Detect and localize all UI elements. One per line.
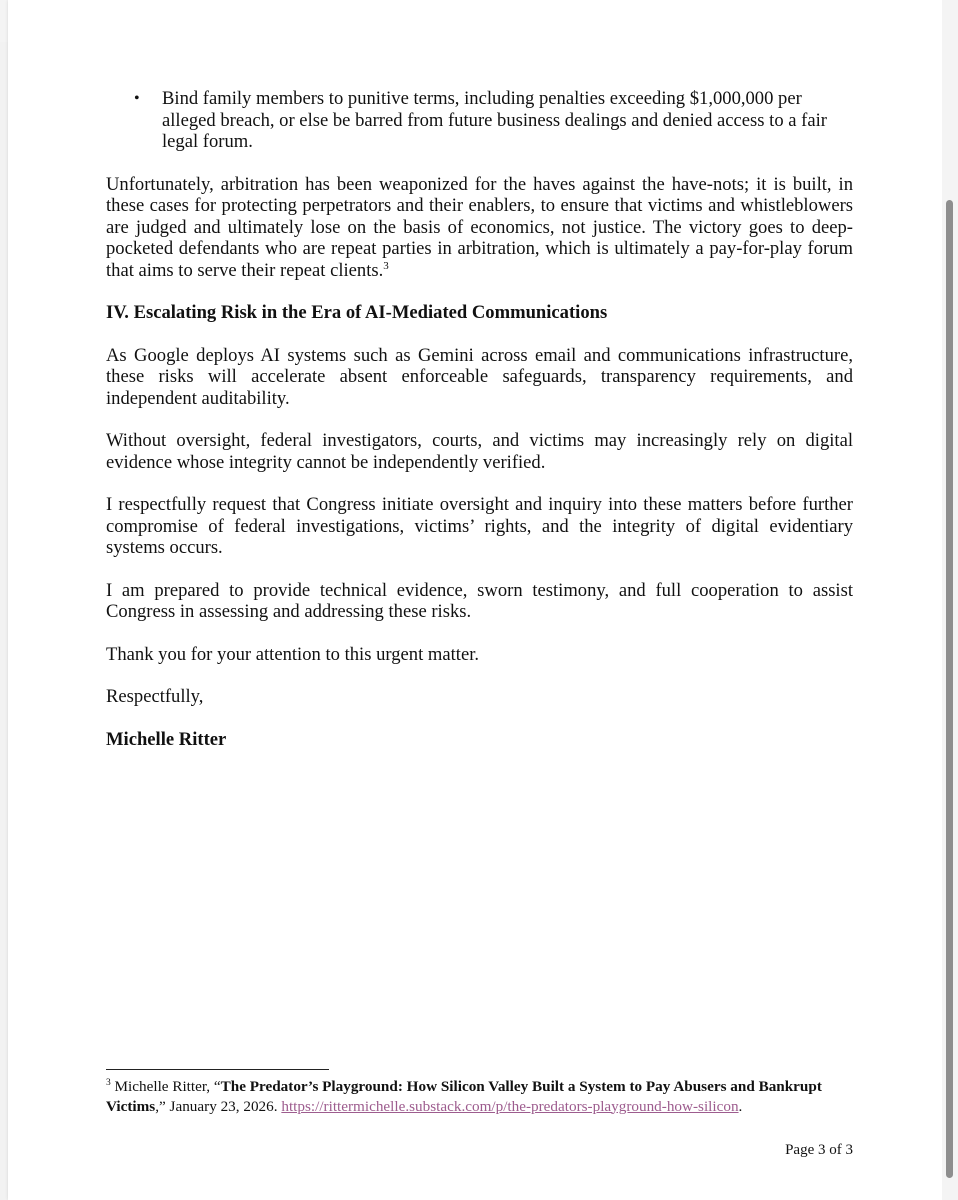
footnote-link[interactable]: https://rittermichelle.substack.com/p/the-predators-playground-how-silicon: [281, 1097, 739, 1115]
paragraph-cooperation: I am prepared to provide technical evidence, sworn testimony, and full cooperation to assist Congress in assessing and addressing these risks.: [106, 579, 853, 622]
footnote-divider: [106, 1069, 329, 1070]
footnote-date: ,” January 23, 2026.: [155, 1097, 282, 1115]
scrollbar-thumb[interactable]: [946, 200, 953, 1178]
footnote-author: Michelle Ritter, “: [110, 1078, 221, 1095]
paragraph-oversight: Without oversight, federal investigators, courts, and victims may increasingly rely on digital evidence whose integrity cannot be independently verified.: [106, 430, 853, 473]
paragraph-thanks: Thank you for your attention to this urgent matter.: [106, 643, 480, 665]
footnote-reference[interactable]: 3: [383, 259, 389, 272]
document-body: [106, 88, 853, 771]
signature: Michelle Ritter: [106, 728, 227, 750]
footnote-end: .: [738, 1097, 743, 1115]
paragraph-arbitration: [106, 174, 853, 282]
footnote-title: The Predator’s Playground: How Silicon Valley Built a System to Pay Abusers and Bankrupt Victims: [106, 1078, 822, 1115]
section-heading: IV. Escalating Risk in the Era of AI-Mediated Communications: [106, 302, 608, 323]
paragraph-ai-risk: As Google deploys AI systems such as Gemini across email and communications infrastructure, these risks will accelerate absent enforceable safeguards, transparency requirements, and independent auditability.: [106, 344, 853, 409]
scrollbar-track[interactable]: [942, 0, 958, 1200]
footnote-number: 3: [106, 1077, 111, 1088]
page-number: Page 3 of 3: [785, 1142, 853, 1158]
list-item-text: Bind family members to punitive terms, including penalties exceeding $1,000,000 per alleged breach, or else be barred from future business dealings and denied access to a fair legal forum.: [162, 88, 827, 152]
footnote: [106, 1077, 853, 1116]
list-item: [106, 88, 853, 153]
closing: Respectfully,: [106, 686, 204, 707]
paragraph-text: Unfortunately, arbitration has been weaponized for the haves against the have-nots; it is built, in these cases for protecting perpetrators and their enablers, to ensure that victims and whistleblowers are judged and ultimately lose on the basis of economics, not justice. The victory goes to deep-pocketed defendants who are repeat parties in arbitration, which is ultimately a pay-for-play forum that aims to serve their repeat clients.: [106, 173, 853, 281]
paragraph-request: I respectfully request that Congress initiate oversight and inquiry into these matters before further compromise of federal investigations, victims’ rights, and the integrity of digital evidentiary systems occurs.: [106, 494, 853, 558]
bullet-icon: •: [134, 90, 140, 107]
